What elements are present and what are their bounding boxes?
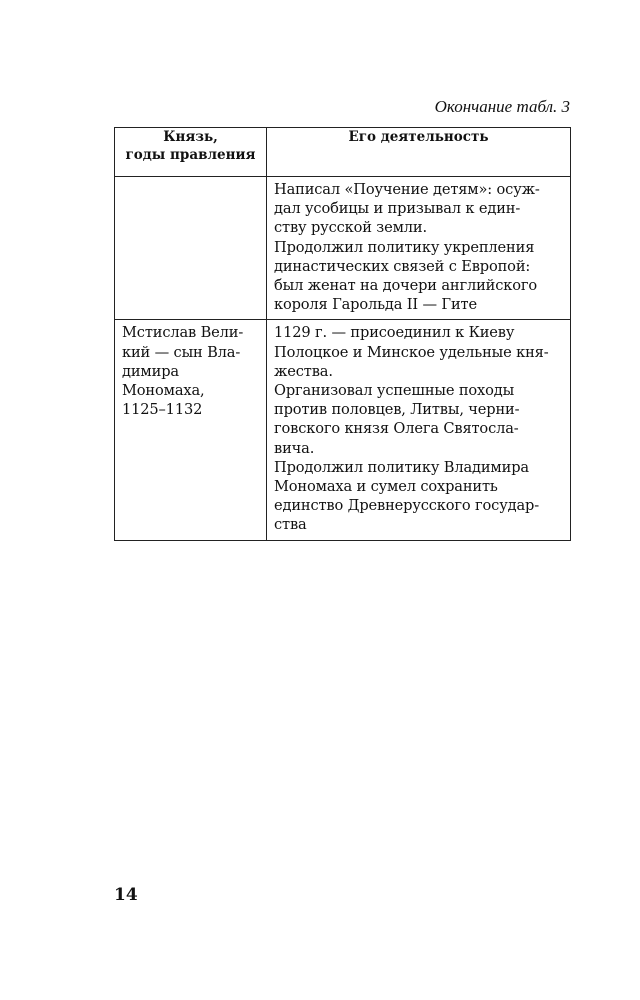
rulers-table [114,127,571,541]
activity-line: жества. [274,362,333,380]
header-prince [115,128,267,177]
activity-line: 1129 г. — присоединил к Киеву [274,324,515,342]
prince-line: кий — сын Вла- [122,343,241,361]
table-row [115,177,571,320]
prince-line: 1125–1132 [122,401,203,419]
activity-cell [267,320,571,540]
activity-line: короля Гарольда II — Гите [274,296,477,314]
activity-line: Написал «Поучение детям»: осуж- [274,181,540,198]
activity-line: вича. [274,439,315,457]
activity-line: династических связей с Европой: [274,257,531,275]
activity-line: Полоцкое и Минское удельные кня- [274,343,549,361]
activity-line: был женат на дочери английского [274,277,538,295]
activity-line: дал усобицы и призывал к един- [274,200,521,218]
prince-cell [115,177,267,320]
table-header-row [115,128,571,177]
header-prince-line-1: Князь, [163,129,218,145]
prince-line: Мономаха, [122,382,205,400]
prince-line: димира [122,362,179,380]
page-number: 14 [114,885,138,905]
table-row [115,320,571,540]
activity-line: ства [274,516,307,534]
header-activity: Его деятельность [267,128,571,177]
activity-cell [267,177,571,320]
header-prince-line-2: годы правления [125,147,256,163]
activity-line: Организовал успешные походы [274,382,515,400]
activity-line: против половцев, Литвы, черни- [274,401,520,419]
table-caption: Окончание табл. 3 [434,97,570,116]
activity-line: единство Древнерусского государ- [274,497,539,515]
activity-line: Мономаха и сумел сохранить [274,478,498,496]
activity-line: Продолжил политику Владимира [274,458,529,476]
prince-cell [115,320,267,540]
activity-line: ству русской земли. [274,219,427,237]
prince-line: Мстислав Вели- [122,324,244,342]
activity-line: говского князя Олега Святосла- [274,420,519,438]
activity-line: Продолжил политику укрепления [274,238,535,256]
